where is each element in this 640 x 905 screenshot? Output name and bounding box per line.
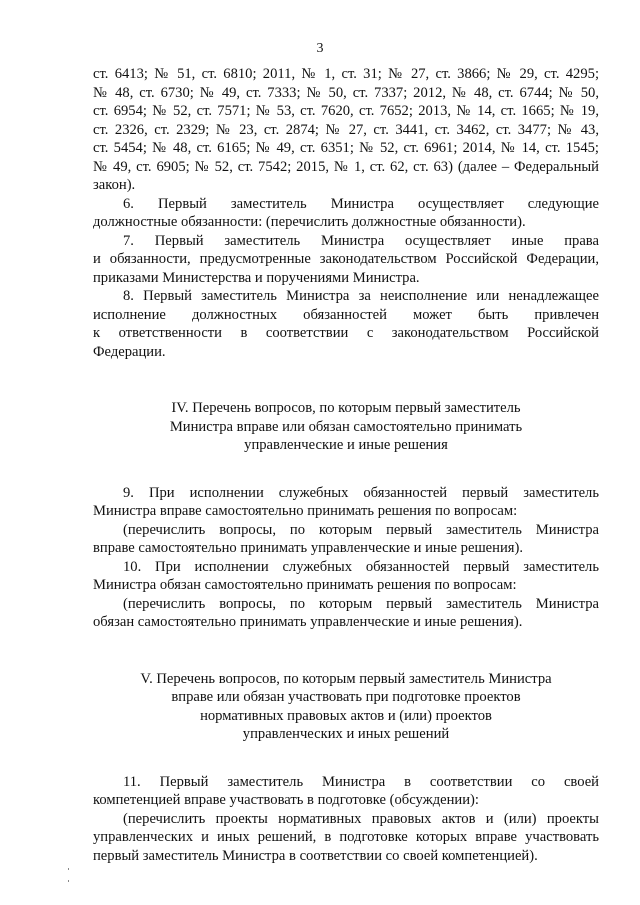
text-line: 11. Первый заместитель Министра в соответствии со своей	[123, 773, 599, 790]
text-line: 8. Первый заместитель Министра за неисполнение или ненадлежащее	[123, 288, 599, 304]
heading-line: IV. Перечень вопросов, по которым первый заместитель	[171, 400, 521, 416]
text-line: № 48, ст. 6730; № 49, ст. 7333; № 50, ст. 7337; 2012, № 48, ст. 6744; № 50,	[93, 84, 599, 101]
paragraph-11	[93, 773, 599, 866]
spacer	[93, 632, 599, 670]
text-line: ст. 5454; № 48, ст. 6165; № 49, ст. 6351; № 52, ст. 6961; 2014, № 14, ст. 1545;	[93, 140, 599, 156]
text-line: (перечислить проекты нормативных правовых актов и (или) проекты	[123, 810, 599, 827]
heading-line: управленческих и иных решений	[242, 726, 450, 742]
paragraph-law-references	[93, 65, 599, 195]
text-line: (перечислить вопросы, по которым первый заместитель Министра	[123, 595, 599, 612]
paragraph-8	[93, 287, 599, 361]
text-line: ст. 6413; № 51, ст. 6810; 2011, № 1, ст. 31; № 27, ст. 3866; № 29, ст. 4295;	[93, 66, 599, 82]
page-number: 3	[316, 41, 324, 56]
heading-line: Министра вправе или обязан самостоятельно принимать	[169, 418, 523, 435]
section-5-heading	[93, 670, 599, 744]
text-line: компетенцией вправе участвовать в подготовке (обсуждении):	[93, 792, 479, 808]
heading-line: вправе или обязан участвовать при подготовке проектов	[171, 689, 521, 705]
text-line: 9. При исполнении служебных обязанностей первый заместитель	[123, 484, 599, 501]
text-line: ст. 6954; № 52, ст. 7571; № 53, ст. 7620, ст. 7652; 2013, № 14, ст. 1665; № 19,	[93, 103, 599, 119]
text-line: Федерации.	[93, 343, 166, 360]
paragraph-6	[93, 195, 599, 232]
text-line: Министра обязан самостоятельно принимать решения по вопросам:	[93, 577, 517, 593]
heading-line: управленческие и иные решения	[244, 437, 448, 453]
text-line: ст. 2326, ст. 2329; № 23, ст. 2874; № 27, ст. 3441, ст. 3462, ст. 3477; № 43,	[93, 121, 599, 138]
text-line: Министра вправе самостоятельно принимать решения по вопросам:	[93, 503, 518, 519]
scan-margin-mark	[68, 868, 69, 870]
text-line: исполнение должностных обязанностей может быть привлечен	[93, 306, 599, 323]
text-line: должностные обязанности: (перечислить должностные обязанности).	[93, 214, 526, 230]
text-line: закон).	[93, 177, 136, 193]
text-line: и обязанности, предусмотренные законодательством Российской Федерации,	[93, 251, 599, 267]
text-line: 6. Первый заместитель Министра осуществляет следующие	[123, 195, 599, 212]
paragraph-9	[93, 484, 599, 558]
section-4-heading	[93, 399, 599, 455]
text-line: управленческих и иных решений, в подготовке которых вправе участвовать	[93, 829, 599, 845]
spacer	[93, 361, 599, 399]
paragraph-10	[93, 558, 599, 632]
heading-line: V. Перечень вопросов, по которым первый заместитель Министра	[140, 670, 552, 687]
text-line: 7. Первый заместитель Министра осуществляет иные права	[123, 232, 599, 249]
spacer	[93, 744, 599, 773]
text-line: к ответственности в соответствии с законодательством Российской	[93, 325, 599, 341]
scan-margin-mark	[68, 880, 69, 882]
text-line: вправе самостоятельно принимать управленческие и иные решения).	[93, 540, 524, 556]
text-line: первый заместитель Министра в соответствии со своей компетенцией).	[93, 847, 538, 864]
text-line: 10. При исполнении служебных обязанностей первый заместитель	[123, 558, 599, 575]
document-body	[93, 65, 599, 865]
spacer	[93, 455, 599, 484]
heading-line: нормативных правовых актов и (или) проектов	[200, 707, 492, 724]
paragraph-7	[93, 232, 599, 288]
text-line: (перечислить вопросы, по которым первый заместитель Министра	[123, 521, 599, 538]
text-line: № 49, ст. 6905; № 52, ст. 7542; 2015, № 1, ст. 62, ст. 63) (далее – Федеральный	[93, 158, 599, 175]
text-line: приказами Министерства и поручениями Министра.	[93, 269, 420, 286]
text-line: обязан самостоятельно принимать управленческие и иные решения).	[93, 614, 523, 630]
